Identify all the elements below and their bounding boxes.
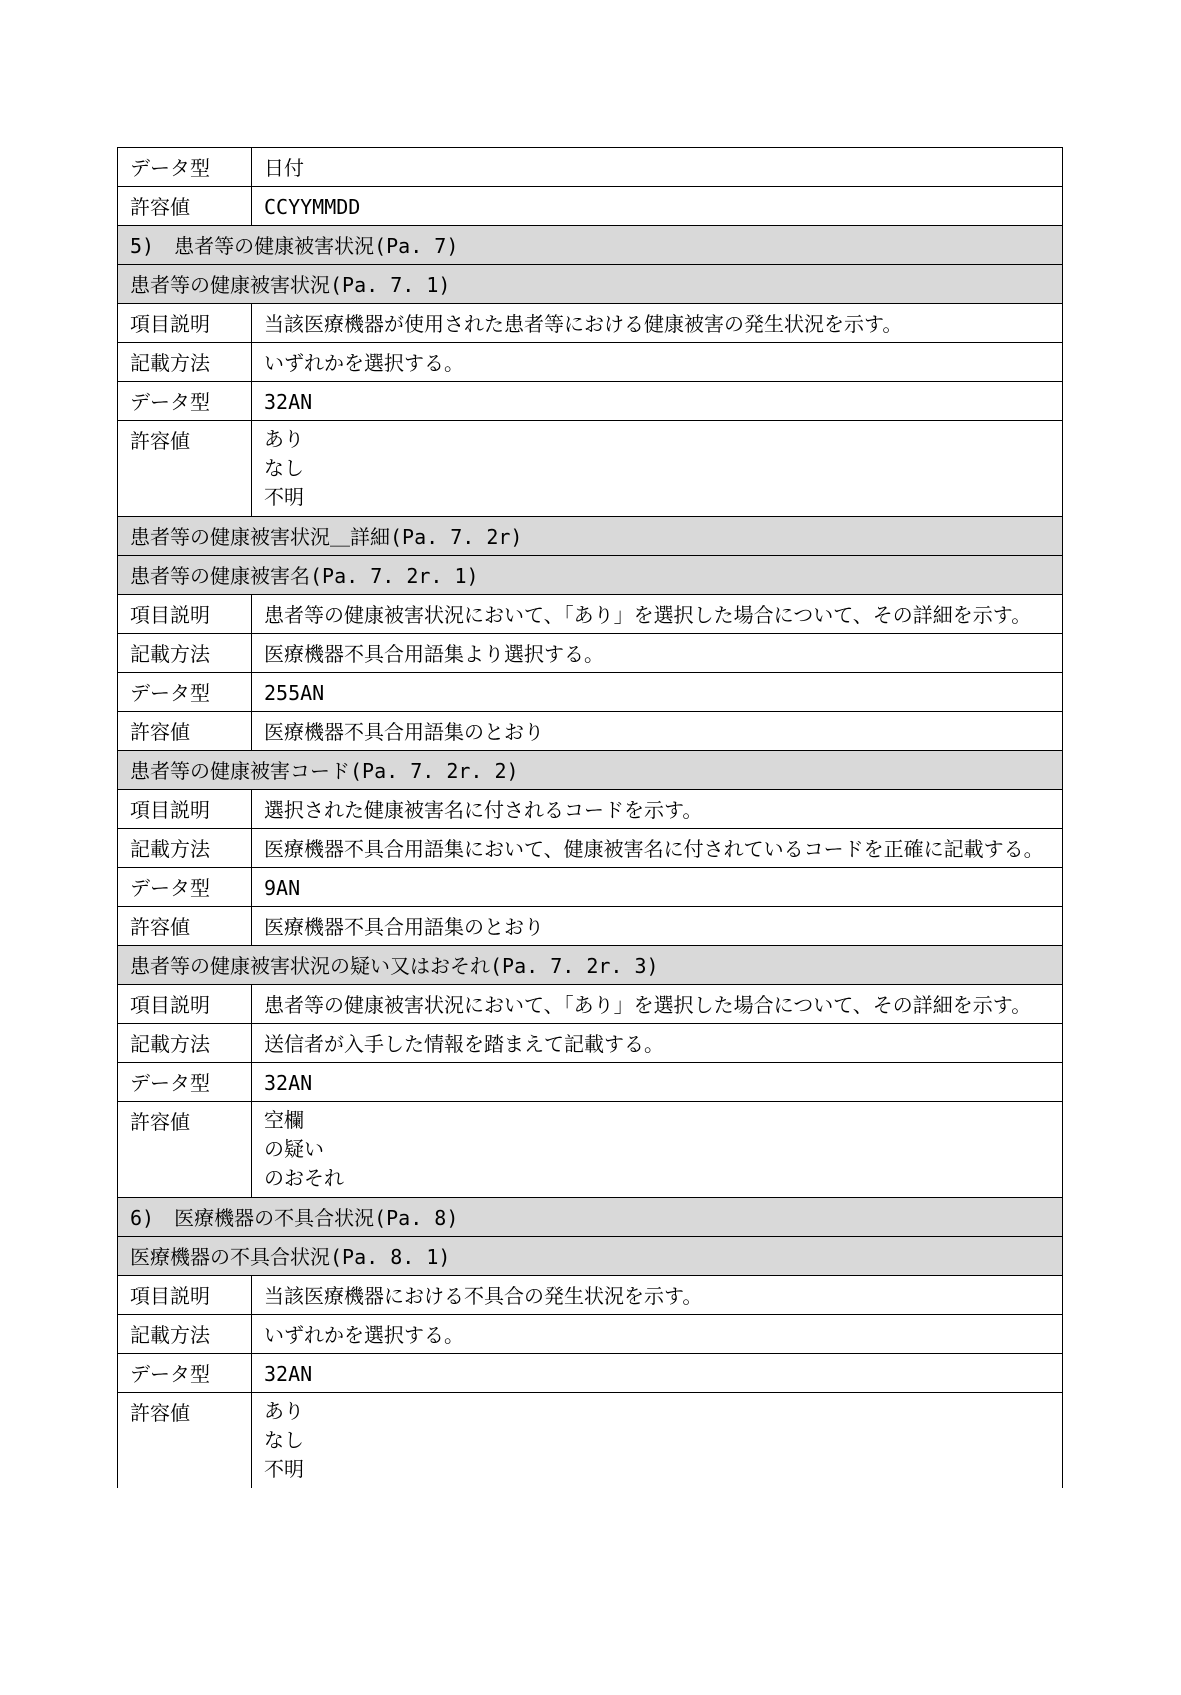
spec-table: [117, 147, 1063, 1488]
field-label: 許容値: [118, 187, 252, 226]
field-value-line: 空欄: [264, 1108, 304, 1132]
field-value: [252, 712, 1063, 751]
field-value: [252, 1102, 1063, 1198]
field-value: [252, 1315, 1063, 1354]
field-row: [118, 673, 1063, 712]
field-value-line: 9AN: [264, 876, 301, 900]
field-value-line: 不明: [264, 1457, 304, 1481]
field-value-line: 32AN: [264, 1362, 313, 1386]
field-value-line: 255AN: [264, 681, 325, 705]
field-value-line: 選択された健康被害名に付されるコードを示す。: [264, 798, 703, 822]
field-value: [252, 148, 1063, 187]
field-row: [118, 421, 1063, 517]
field-row: [118, 985, 1063, 1024]
field-value: [252, 790, 1063, 829]
section-heading: 患者等の健康被害状況(Pa. 7. 1): [118, 265, 1063, 304]
field-row: [118, 187, 1063, 226]
field-row: [118, 1393, 1063, 1489]
field-value: [252, 1393, 1063, 1489]
field-label: 記載方法: [118, 343, 252, 382]
section-heading: 患者等の健康被害状況の疑い又はおそれ(Pa. 7. 2r. 3): [118, 946, 1063, 985]
field-row: [118, 790, 1063, 829]
field-value: [252, 1024, 1063, 1063]
field-row: [118, 907, 1063, 946]
field-value: [252, 187, 1063, 226]
field-value: [252, 829, 1063, 868]
field-label: 記載方法: [118, 1024, 252, 1063]
field-value: [252, 1063, 1063, 1102]
field-value-line: 日付: [264, 156, 304, 180]
field-row: [118, 1276, 1063, 1315]
field-row: [118, 343, 1063, 382]
field-value-line: のおそれ: [264, 1166, 344, 1190]
field-label: 記載方法: [118, 634, 252, 673]
spec-table-body: [118, 148, 1063, 1489]
field-value-line: 不明: [264, 485, 304, 509]
field-value-line: 送信者が入手した情報を踏まえて記載する。: [264, 1032, 664, 1056]
field-row: [118, 634, 1063, 673]
field-value-line: 当該医療機器が使用された患者等における健康被害の発生状況を示す。: [264, 312, 903, 336]
field-label: データ型: [118, 673, 252, 712]
field-row: [118, 304, 1063, 343]
field-value-line: 当該医療機器における不具合の発生状況を示す。: [264, 1284, 703, 1308]
field-value-line: 患者等の健康被害状況において、「あり」を選択した場合について、その詳細を示す。: [264, 993, 1032, 1017]
field-label: 項目説明: [118, 1276, 252, 1315]
section-header-row: [118, 517, 1063, 556]
field-label: 許容値: [118, 712, 252, 751]
field-value: [252, 1276, 1063, 1315]
field-value: [252, 343, 1063, 382]
field-value: [252, 382, 1063, 421]
section-header-row: [118, 556, 1063, 595]
field-row: [118, 148, 1063, 187]
field-value-line: CCYYMMDD: [264, 195, 361, 219]
section-heading: 医療機器の不具合状況(Pa. 8. 1): [118, 1237, 1063, 1276]
field-row: [118, 1102, 1063, 1198]
field-value-line: 医療機器不具合用語集において、健康被害名に付されているコードを正確に記載する。: [264, 837, 1044, 861]
field-value: [252, 421, 1063, 517]
field-value: [252, 907, 1063, 946]
field-value-line: あり: [264, 427, 304, 451]
field-value-line: なし: [264, 1428, 304, 1452]
field-row: [118, 1354, 1063, 1393]
section-header-row: [118, 751, 1063, 790]
section-header-row: [118, 1237, 1063, 1276]
field-value-line: いずれかを選択する。: [264, 1323, 464, 1347]
section-heading: 患者等の健康被害名(Pa. 7. 2r. 1): [118, 556, 1063, 595]
field-label: 記載方法: [118, 1315, 252, 1354]
field-value-line: いずれかを選択する。: [264, 351, 464, 375]
section-header-row: [118, 265, 1063, 304]
field-value-line: 医療機器不具合用語集より選択する。: [264, 642, 604, 666]
field-label: 記載方法: [118, 829, 252, 868]
field-label: データ型: [118, 1354, 252, 1393]
field-value-line: 医療機器不具合用語集のとおり: [264, 915, 544, 939]
section-heading: 患者等の健康被害状況＿詳細(Pa. 7. 2r): [118, 517, 1063, 556]
field-value: [252, 304, 1063, 343]
section-heading: 6) 医療機器の不具合状況(Pa. 8): [118, 1198, 1063, 1237]
field-value-line: 患者等の健康被害状況において、「あり」を選択した場合について、その詳細を示す。: [264, 603, 1032, 627]
field-row: [118, 1063, 1063, 1102]
field-value-line: 医療機器不具合用語集のとおり: [264, 720, 544, 744]
field-label: データ型: [118, 1063, 252, 1102]
field-label: 項目説明: [118, 304, 252, 343]
section-header-row: [118, 1198, 1063, 1237]
section-header-row: [118, 946, 1063, 985]
field-label: データ型: [118, 148, 252, 187]
field-row: [118, 595, 1063, 634]
field-row: [118, 868, 1063, 907]
field-value: [252, 634, 1063, 673]
field-row: [118, 1315, 1063, 1354]
field-value: [252, 673, 1063, 712]
field-value: [252, 595, 1063, 634]
field-label: 許容値: [118, 907, 252, 946]
field-label: 許容値: [118, 1393, 252, 1489]
field-value: [252, 985, 1063, 1024]
field-value-line: 32AN: [264, 1071, 313, 1095]
field-value: [252, 1354, 1063, 1393]
field-value-line: の疑い: [264, 1137, 324, 1161]
field-value: [252, 868, 1063, 907]
field-value-line: あり: [264, 1399, 304, 1423]
field-label: 許容値: [118, 421, 252, 517]
field-row: [118, 382, 1063, 421]
field-label: データ型: [118, 868, 252, 907]
section-heading: 5) 患者等の健康被害状況(Pa. 7): [118, 226, 1063, 265]
field-label: データ型: [118, 382, 252, 421]
section-header-row: [118, 226, 1063, 265]
section-heading: 患者等の健康被害コード(Pa. 7. 2r. 2): [118, 751, 1063, 790]
field-row: [118, 829, 1063, 868]
field-label: 項目説明: [118, 985, 252, 1024]
field-row: [118, 712, 1063, 751]
field-row: [118, 1024, 1063, 1063]
field-label: 項目説明: [118, 790, 252, 829]
field-label: 許容値: [118, 1102, 252, 1198]
field-label: 項目説明: [118, 595, 252, 634]
field-value-line: なし: [264, 456, 304, 480]
field-value-line: 32AN: [264, 390, 313, 414]
